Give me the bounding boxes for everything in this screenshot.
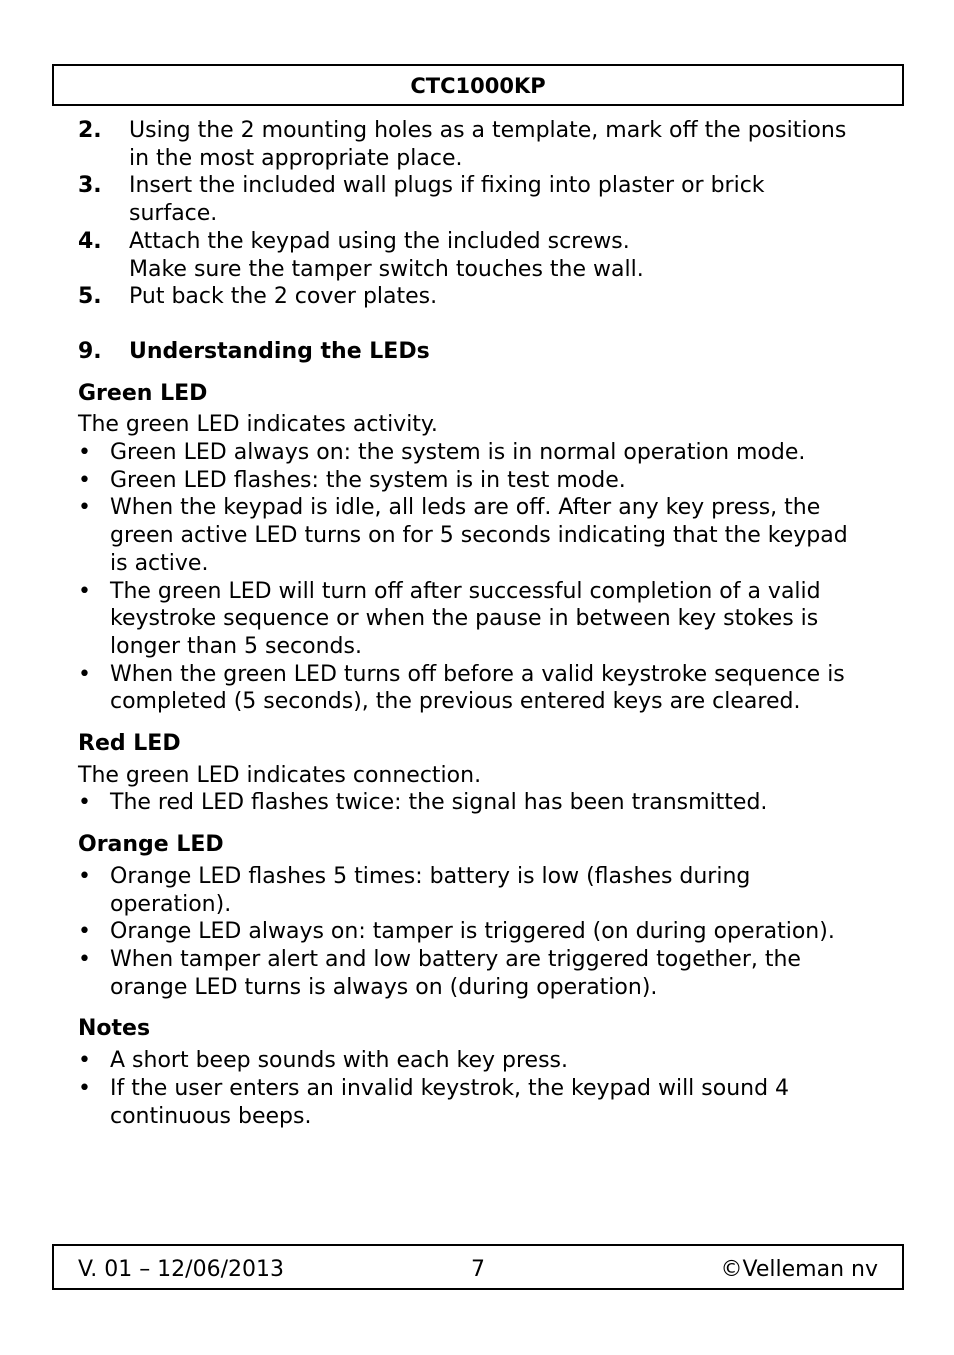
list-line: When tamper alert and low battery are triggered together, the xyxy=(110,946,801,972)
list-line: completed (5 seconds), the previous entered keys are cleared. xyxy=(110,689,801,715)
step-number: 2. xyxy=(78,118,102,143)
red-led-list xyxy=(78,789,888,817)
bullet-icon: • xyxy=(78,863,91,889)
step-number: 3. xyxy=(78,173,102,199)
section-heading xyxy=(78,338,888,366)
green-led-heading: Green LED xyxy=(78,380,208,406)
list-item xyxy=(78,1047,888,1075)
section-title: Understanding the LEDs xyxy=(129,338,430,364)
red-led-intro: The green LED indicates connection. xyxy=(78,762,482,788)
page-header-title: CTC1000KP xyxy=(410,74,546,98)
list-item xyxy=(78,1075,888,1130)
list-item xyxy=(78,789,888,817)
list-line: If the user enters an invalid keystrok, the keypad will sound 4 xyxy=(110,1075,790,1101)
bullet-icon: • xyxy=(78,467,91,493)
step-line: Put back the 2 cover plates. xyxy=(129,284,438,310)
list-line: green active LED turns on for 5 seconds indicating that the keypad xyxy=(110,523,848,549)
footer-page-number: 7 xyxy=(471,1257,485,1282)
bullet-icon: • xyxy=(78,1075,91,1101)
step-number: 4. xyxy=(78,228,102,254)
red-led-heading: Red LED xyxy=(78,731,181,757)
green-led-list xyxy=(78,439,888,716)
bullet-icon: • xyxy=(78,578,91,604)
section-number: 9. xyxy=(78,338,102,364)
list-line: longer than 5 seconds. xyxy=(110,633,362,659)
bullet-icon: • xyxy=(78,919,91,945)
step-line: in the most appropriate place. xyxy=(129,145,463,171)
bullet-icon: • xyxy=(78,1048,91,1074)
list-line: When the keypad is idle, all leds are off. After any key press, the xyxy=(110,495,821,521)
list-item xyxy=(78,439,888,467)
bullet-icon: • xyxy=(78,440,91,466)
step-line: Attach the keypad using the included screws. xyxy=(129,228,630,254)
list-item xyxy=(78,863,888,918)
list-item xyxy=(78,918,888,946)
step-line: Insert the included wall plugs if fixing into plaster or brick xyxy=(129,173,765,199)
list-line: A short beep sounds with each key press. xyxy=(110,1048,568,1074)
orange-led-heading: Orange LED xyxy=(78,832,224,858)
step-item xyxy=(78,228,888,283)
notes-heading: Notes xyxy=(78,1016,151,1042)
step-number: 5. xyxy=(78,284,102,310)
step-item xyxy=(78,172,888,227)
list-line: The red LED flashes twice: the signal has been transmitted. xyxy=(110,790,768,816)
header-box xyxy=(52,64,904,106)
list-line: When the green LED turns off before a valid keystroke sequence is xyxy=(110,661,845,687)
list-line: The green LED will turn off after successful completion of a valid xyxy=(110,578,821,604)
list-line: is active. xyxy=(110,550,209,576)
list-line: operation). xyxy=(110,891,232,917)
step-line: Make sure the tamper switch touches the wall. xyxy=(129,256,644,282)
footer-box xyxy=(52,1244,904,1290)
list-item xyxy=(78,467,888,495)
list-item xyxy=(78,578,888,661)
green-led-intro: The green LED indicates activity. xyxy=(78,412,438,438)
notes-list xyxy=(78,1047,888,1130)
list-line: Orange LED flashes 5 times: battery is low (flashes during xyxy=(110,863,751,889)
list-line: Green LED flashes: the system is in test mode. xyxy=(110,467,626,493)
page-content xyxy=(78,117,888,1130)
step-line: surface. xyxy=(129,201,218,227)
list-item xyxy=(78,494,888,577)
bullet-icon: • xyxy=(78,495,91,521)
list-line: keystroke sequence or when the pause in between key stokes is xyxy=(110,606,819,632)
steps-list xyxy=(78,117,888,311)
list-line: Green LED always on: the system is in normal operation mode. xyxy=(110,440,806,466)
step-line: Using the 2 mounting holes as a template, mark off the positions xyxy=(129,118,847,143)
footer-copyright: ©Velleman nv xyxy=(720,1257,878,1282)
list-item xyxy=(78,946,888,1001)
bullet-icon: • xyxy=(78,661,91,687)
bullet-icon: • xyxy=(78,946,91,972)
list-item xyxy=(78,661,888,716)
bullet-icon: • xyxy=(78,790,91,816)
step-item xyxy=(78,283,888,311)
footer-version: V. 01 – 12/06/2013 xyxy=(78,1257,284,1282)
step-item xyxy=(78,117,888,172)
orange-led-list xyxy=(78,863,888,1002)
list-line: Orange LED always on: tamper is triggered (on during operation). xyxy=(110,919,835,945)
list-line: continuous beeps. xyxy=(110,1103,312,1129)
list-line: orange LED turns is always on (during operation). xyxy=(110,974,658,1000)
